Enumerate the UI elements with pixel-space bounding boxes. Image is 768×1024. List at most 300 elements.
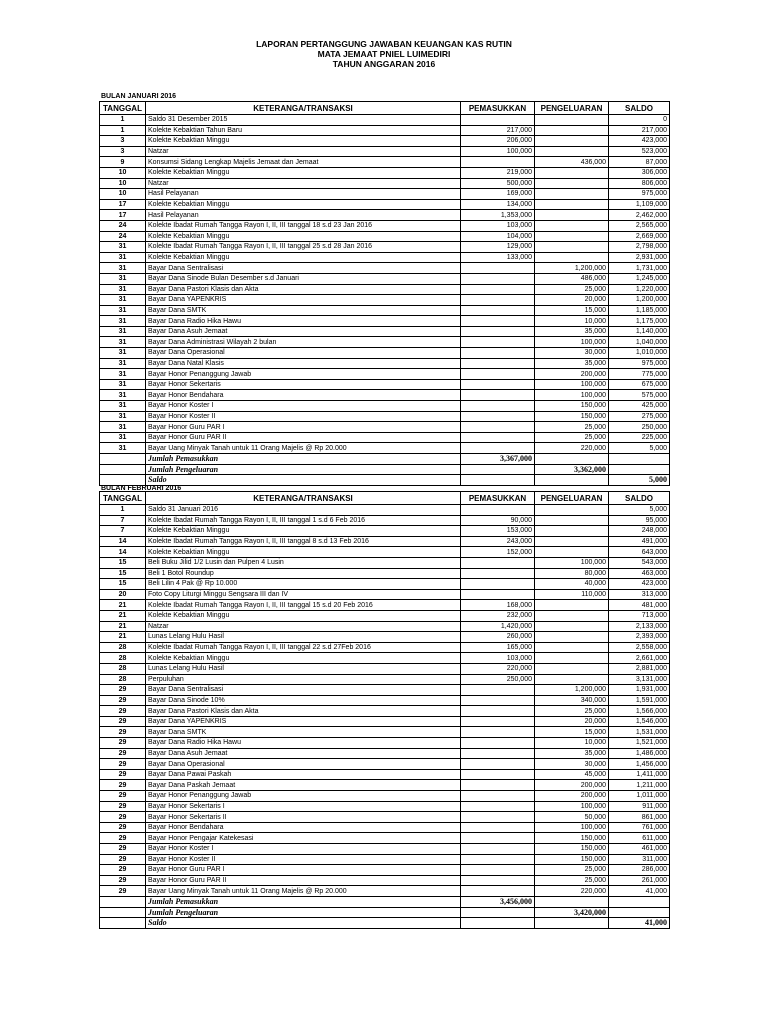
expense-cell <box>535 547 609 558</box>
income-cell <box>461 854 535 865</box>
table-row <box>100 443 670 454</box>
date-cell: 31 <box>100 252 146 263</box>
table-row <box>100 526 670 537</box>
table-header-row <box>100 102 670 115</box>
final-balance-label: Saldo <box>146 918 461 929</box>
date-cell: 20 <box>100 589 146 600</box>
description-cell: Bayar Honor Penanggung Jawab <box>146 791 461 802</box>
expense-cell: 15,000 <box>535 305 609 316</box>
table-row <box>100 369 670 380</box>
income-cell: 90,000 <box>461 515 535 526</box>
income-cell: 103,000 <box>461 220 535 231</box>
description-cell: Bayar Honor Bendahara <box>146 390 461 401</box>
empty-cell <box>535 454 609 465</box>
table-row <box>100 199 670 210</box>
expense-cell: 10,000 <box>535 316 609 327</box>
expense-cell: 150,000 <box>535 844 609 855</box>
empty-cell <box>609 907 670 918</box>
balance-cell: 2,133,000 <box>609 621 670 632</box>
balance-cell: 2,661,000 <box>609 653 670 664</box>
table-row <box>100 653 670 664</box>
final-balance-value: 5,000 <box>609 475 670 486</box>
date-cell: 29 <box>100 780 146 791</box>
description-cell: Bayar Dana Administrasi Wilayah 2 bulan <box>146 337 461 348</box>
balance-cell: 275,000 <box>609 411 670 422</box>
expense-cell: 200,000 <box>535 791 609 802</box>
expense-cell <box>535 231 609 242</box>
date-cell: 29 <box>100 833 146 844</box>
date-cell: 29 <box>100 716 146 727</box>
ledger-table-january <box>99 101 670 486</box>
date-cell: 29 <box>100 695 146 706</box>
table-row <box>100 252 670 263</box>
date-cell: 31 <box>100 326 146 337</box>
table-row <box>100 557 670 568</box>
income-cell <box>461 263 535 274</box>
description-cell: Kolekte Kebaktian Minggu <box>146 231 461 242</box>
description-cell: Kolekte Kebaktian Minggu <box>146 653 461 664</box>
total-income-row <box>100 896 670 907</box>
table-row <box>100 263 670 274</box>
date-cell: 29 <box>100 801 146 812</box>
income-cell <box>461 422 535 433</box>
expense-cell: 45,000 <box>535 769 609 780</box>
expense-cell <box>535 621 609 632</box>
date-cell: 29 <box>100 769 146 780</box>
balance-cell: 975,000 <box>609 189 670 200</box>
date-cell: 28 <box>100 642 146 653</box>
income-cell <box>461 295 535 306</box>
balance-cell: 250,000 <box>609 422 670 433</box>
table-row <box>100 432 670 443</box>
expense-cell: 15,000 <box>535 727 609 738</box>
date-cell: 7 <box>100 515 146 526</box>
expense-cell: 25,000 <box>535 432 609 443</box>
date-cell: 21 <box>100 600 146 611</box>
expense-cell: 100,000 <box>535 801 609 812</box>
report-fiscal-year: TAHUN ANGGARAN 2016 <box>332 59 436 69</box>
table-row <box>100 579 670 590</box>
balance-cell: 423,000 <box>609 136 670 147</box>
expense-cell <box>535 115 609 126</box>
description-cell: Bayar Honor Koster I <box>146 844 461 855</box>
description-cell: Bayar Dana Pawai Paskah <box>146 769 461 780</box>
balance-cell: 543,000 <box>609 557 670 568</box>
description-cell: Bayar Dana YAPENKRIS <box>146 716 461 727</box>
income-cell: 100,000 <box>461 146 535 157</box>
date-cell: 31 <box>100 316 146 327</box>
date-cell: 14 <box>100 536 146 547</box>
description-cell: Lunas Lelang Hulu Hasil <box>146 663 461 674</box>
table-row <box>100 178 670 189</box>
date-cell: 9 <box>100 157 146 168</box>
balance-cell: 523,000 <box>609 146 670 157</box>
income-cell <box>461 780 535 791</box>
date-cell: 29 <box>100 875 146 886</box>
date-cell: 29 <box>100 748 146 759</box>
date-cell: 29 <box>100 854 146 865</box>
table-row <box>100 136 670 147</box>
expense-cell: 100,000 <box>535 390 609 401</box>
expense-cell <box>535 252 609 263</box>
income-cell: 165,000 <box>461 642 535 653</box>
expense-cell <box>535 136 609 147</box>
table-row <box>100 812 670 823</box>
table-row <box>100 115 670 126</box>
income-cell <box>461 401 535 412</box>
description-cell: Beli Buku Jilid 1/2 Lusin dan Pulpen 4 Lusin <box>146 557 461 568</box>
description-cell: Bayar Dana SMTK <box>146 305 461 316</box>
table-row <box>100 401 670 412</box>
income-cell: 232,000 <box>461 610 535 621</box>
date-cell: 15 <box>100 557 146 568</box>
table-row <box>100 875 670 886</box>
income-cell <box>461 886 535 897</box>
description-cell: Kolekte Ibadat Rumah Tangga Rayon I, II, III tanggal 1 s.d 6 Feb 2016 <box>146 515 461 526</box>
table-row <box>100 337 670 348</box>
table-row <box>100 642 670 653</box>
expense-cell: 25,000 <box>535 284 609 295</box>
total-expense-value: 3,362,000 <box>535 464 609 475</box>
date-cell: 10 <box>100 167 146 178</box>
table-row <box>100 189 670 200</box>
description-cell: Konsumsi Sidang Lengkap Majelis Jemaat dan Jemaat <box>146 157 461 168</box>
date-cell: 29 <box>100 685 146 696</box>
month-label-february: BULAN FEBRUARI 2016 <box>101 485 182 492</box>
balance-cell: 313,000 <box>609 589 670 600</box>
col-header-description: KETERANGA/TRANSAKSI <box>146 102 461 115</box>
balance-cell: 423,000 <box>609 579 670 590</box>
expense-cell: 25,000 <box>535 875 609 886</box>
expense-cell <box>535 242 609 253</box>
table-row <box>100 769 670 780</box>
balance-cell: 761,000 <box>609 822 670 833</box>
balance-cell: 2,558,000 <box>609 642 670 653</box>
table-row <box>100 348 670 359</box>
balance-cell: 911,000 <box>609 801 670 812</box>
total-income-label: Jumlah Pemasukkan <box>146 896 461 907</box>
table-row <box>100 284 670 295</box>
balance-cell: 2,931,000 <box>609 252 670 263</box>
income-cell <box>461 589 535 600</box>
balance-cell: 775,000 <box>609 369 670 380</box>
description-cell: Bayar Honor Guru PAR II <box>146 875 461 886</box>
expense-cell <box>535 125 609 136</box>
date-cell: 24 <box>100 231 146 242</box>
description-cell: Kolekte Ibadat Rumah Tangga Rayon I, II, III tanggal 25 s.d 28 Jan 2016 <box>146 242 461 253</box>
income-cell <box>461 579 535 590</box>
expense-cell: 25,000 <box>535 865 609 876</box>
balance-cell: 0 <box>609 115 670 126</box>
description-cell: Foto Copy Liturgi Minggu Sengsara III dan IV <box>146 589 461 600</box>
description-cell: Bayar Honor Koster II <box>146 854 461 865</box>
final-balance-row <box>100 475 670 486</box>
balance-cell: 806,000 <box>609 178 670 189</box>
expense-cell: 40,000 <box>535 579 609 590</box>
date-cell: 29 <box>100 812 146 823</box>
date-cell: 21 <box>100 610 146 621</box>
table-row <box>100 589 670 600</box>
table-row <box>100 295 670 306</box>
income-cell <box>461 273 535 284</box>
description-cell: Bayar Dana Sinode Bulan Desember s.d Januari <box>146 273 461 284</box>
description-cell: Bayar Dana Asuh Jemaat <box>146 326 461 337</box>
description-cell: Bayar Dana Radio Hika Hawu <box>146 316 461 327</box>
date-cell: 10 <box>100 178 146 189</box>
date-cell: 28 <box>100 663 146 674</box>
income-cell <box>461 833 535 844</box>
description-cell: Bayar Dana Sentralisasi <box>146 263 461 274</box>
description-cell: Bayar Dana Natal Klasis <box>146 358 461 369</box>
expense-cell: 10,000 <box>535 738 609 749</box>
empty-cell <box>609 896 670 907</box>
income-cell: 104,000 <box>461 231 535 242</box>
expense-cell: 30,000 <box>535 759 609 770</box>
balance-cell: 575,000 <box>609 390 670 401</box>
income-cell <box>461 716 535 727</box>
empty-cell <box>100 918 146 929</box>
expense-cell: 200,000 <box>535 780 609 791</box>
table-row <box>100 844 670 855</box>
final-balance-row <box>100 918 670 929</box>
description-cell: Bayar Uang Minyak Tanah untuk 11 Orang Majelis @ Rp 20.000 <box>146 886 461 897</box>
date-cell: 28 <box>100 653 146 664</box>
balance-cell: 1,175,000 <box>609 316 670 327</box>
date-cell: 29 <box>100 822 146 833</box>
balance-cell: 611,000 <box>609 833 670 844</box>
income-cell: 243,000 <box>461 536 535 547</box>
income-cell <box>461 844 535 855</box>
table-row <box>100 390 670 401</box>
description-cell: Hasil Pelayanan <box>146 189 461 200</box>
table-row <box>100 273 670 284</box>
balance-cell: 2,565,000 <box>609 220 670 231</box>
balance-cell: 248,000 <box>609 526 670 537</box>
date-cell: 29 <box>100 886 146 897</box>
date-cell: 31 <box>100 369 146 380</box>
table-row <box>100 536 670 547</box>
balance-cell: 306,000 <box>609 167 670 178</box>
description-cell: Kolekte Ibadat Rumah Tangga Rayon I, II, III tanggal 8 s.d 13 Feb 2016 <box>146 536 461 547</box>
income-cell <box>461 390 535 401</box>
income-cell <box>461 326 535 337</box>
expense-cell <box>535 220 609 231</box>
expense-cell: 20,000 <box>535 295 609 306</box>
empty-cell <box>100 454 146 465</box>
balance-cell: 2,798,000 <box>609 242 670 253</box>
date-cell: 31 <box>100 411 146 422</box>
date-cell: 1 <box>100 125 146 136</box>
date-cell: 29 <box>100 865 146 876</box>
date-cell: 29 <box>100 759 146 770</box>
table-row <box>100 600 670 611</box>
empty-cell <box>609 464 670 475</box>
col-header-date: TANGGAL <box>100 492 146 505</box>
date-cell: 31 <box>100 379 146 390</box>
income-cell <box>461 157 535 168</box>
balance-cell: 1,185,000 <box>609 305 670 316</box>
income-cell <box>461 865 535 876</box>
description-cell: Bayar Dana Pastori Klasis dan Akta <box>146 706 461 717</box>
expense-cell <box>535 199 609 210</box>
date-cell: 31 <box>100 348 146 359</box>
income-cell <box>461 443 535 454</box>
table-row <box>100 515 670 526</box>
income-cell <box>461 305 535 316</box>
description-cell: Perpuluhan <box>146 674 461 685</box>
income-cell <box>461 284 535 295</box>
income-cell: 168,000 <box>461 600 535 611</box>
income-cell <box>461 812 535 823</box>
table-row <box>100 886 670 897</box>
income-cell: 217,000 <box>461 125 535 136</box>
balance-cell: 2,669,000 <box>609 231 670 242</box>
date-cell: 31 <box>100 358 146 369</box>
date-cell: 31 <box>100 273 146 284</box>
expense-cell: 436,000 <box>535 157 609 168</box>
description-cell: Bayar Dana Radio Hika Hawu <box>146 738 461 749</box>
balance-cell: 1,486,000 <box>609 748 670 759</box>
description-cell: Saldo 31 Januari 2016 <box>146 505 461 516</box>
income-cell <box>461 822 535 833</box>
income-cell <box>461 568 535 579</box>
expense-cell <box>535 505 609 516</box>
total-expense-row <box>100 464 670 475</box>
expense-cell: 150,000 <box>535 833 609 844</box>
income-cell: 129,000 <box>461 242 535 253</box>
empty-cell <box>100 464 146 475</box>
expense-cell: 30,000 <box>535 348 609 359</box>
balance-cell: 2,393,000 <box>609 632 670 643</box>
income-cell: 219,000 <box>461 167 535 178</box>
col-header-income: PEMASUKKAN <box>461 102 535 115</box>
date-cell: 1 <box>100 115 146 126</box>
income-cell <box>461 369 535 380</box>
expense-cell: 220,000 <box>535 886 609 897</box>
table-row <box>100 780 670 791</box>
balance-cell: 3,131,000 <box>609 674 670 685</box>
total-expense-label: Jumlah Pengeluaran <box>146 907 461 918</box>
empty-cell <box>535 475 609 486</box>
balance-cell: 1,040,000 <box>609 337 670 348</box>
empty-cell <box>461 464 535 475</box>
table-row <box>100 663 670 674</box>
income-cell: 169,000 <box>461 189 535 200</box>
description-cell: Kolekte Kebaktian Tahun Baru <box>146 125 461 136</box>
expense-cell <box>535 663 609 674</box>
income-cell: 103,000 <box>461 653 535 664</box>
table-header-row <box>100 492 670 505</box>
description-cell: Bayar Honor Guru PAR I <box>146 422 461 433</box>
balance-cell: 481,000 <box>609 600 670 611</box>
col-header-income: PEMASUKKAN <box>461 492 535 505</box>
description-cell: Natzar <box>146 621 461 632</box>
date-cell: 31 <box>100 432 146 443</box>
table-row <box>100 716 670 727</box>
income-cell: 152,000 <box>461 547 535 558</box>
description-cell: Natzar <box>146 146 461 157</box>
total-expense-row <box>100 907 670 918</box>
table-row <box>100 326 670 337</box>
description-cell: Bayar Dana Asuh Jemaat <box>146 748 461 759</box>
table-row <box>100 125 670 136</box>
expense-cell: 340,000 <box>535 695 609 706</box>
date-cell: 31 <box>100 401 146 412</box>
income-cell <box>461 801 535 812</box>
expense-cell: 486,000 <box>535 273 609 284</box>
date-cell: 31 <box>100 337 146 348</box>
expense-cell <box>535 146 609 157</box>
balance-cell: 261,000 <box>609 875 670 886</box>
balance-cell: 713,000 <box>609 610 670 621</box>
empty-cell <box>609 454 670 465</box>
date-cell: 29 <box>100 727 146 738</box>
description-cell: Beli Lilin 4 Pak @ Rp 10.000 <box>146 579 461 590</box>
expense-cell: 25,000 <box>535 422 609 433</box>
date-cell: 31 <box>100 443 146 454</box>
description-cell: Bayar Honor Sekertaris II <box>146 812 461 823</box>
date-cell: 21 <box>100 632 146 643</box>
expense-cell <box>535 210 609 221</box>
description-cell: Bayar Honor Sekertaris I <box>146 801 461 812</box>
income-cell: 1,420,000 <box>461 621 535 632</box>
date-cell: 1 <box>100 505 146 516</box>
ledger-table-february <box>99 491 670 929</box>
balance-cell: 1,200,000 <box>609 295 670 306</box>
expense-cell <box>535 632 609 643</box>
income-cell: 206,000 <box>461 136 535 147</box>
date-cell: 17 <box>100 199 146 210</box>
income-cell <box>461 115 535 126</box>
date-cell: 31 <box>100 422 146 433</box>
expense-cell <box>535 642 609 653</box>
expense-cell <box>535 178 609 189</box>
table-row <box>100 695 670 706</box>
table-row <box>100 632 670 643</box>
balance-cell: 1,010,000 <box>609 348 670 359</box>
expense-cell: 150,000 <box>535 401 609 412</box>
balance-cell: 1,411,000 <box>609 769 670 780</box>
table-row <box>100 568 670 579</box>
description-cell: Bayar Dana Sentralisasi <box>146 685 461 696</box>
table-row <box>100 706 670 717</box>
col-header-balance: SALDO <box>609 102 670 115</box>
balance-cell: 1,566,000 <box>609 706 670 717</box>
ledger-body-february <box>100 505 670 929</box>
description-cell: Bayar Dana SMTK <box>146 727 461 738</box>
balance-cell: 1,931,000 <box>609 685 670 696</box>
income-cell <box>461 738 535 749</box>
income-cell <box>461 337 535 348</box>
table-row <box>100 220 670 231</box>
table-row <box>100 727 670 738</box>
income-cell: 250,000 <box>461 674 535 685</box>
income-cell <box>461 791 535 802</box>
income-cell <box>461 875 535 886</box>
expense-cell: 50,000 <box>535 812 609 823</box>
table-row <box>100 759 670 770</box>
balance-cell: 425,000 <box>609 401 670 412</box>
income-cell <box>461 411 535 422</box>
description-cell: Bayar Dana Operasional <box>146 348 461 359</box>
balance-cell: 311,000 <box>609 854 670 865</box>
table-row <box>100 833 670 844</box>
balance-cell: 2,462,000 <box>609 210 670 221</box>
date-cell: 14 <box>100 547 146 558</box>
description-cell: Kolekte Kebaktian Minggu <box>146 547 461 558</box>
balance-cell: 675,000 <box>609 379 670 390</box>
description-cell: Kolekte Kebaktian Minggu <box>146 610 461 621</box>
